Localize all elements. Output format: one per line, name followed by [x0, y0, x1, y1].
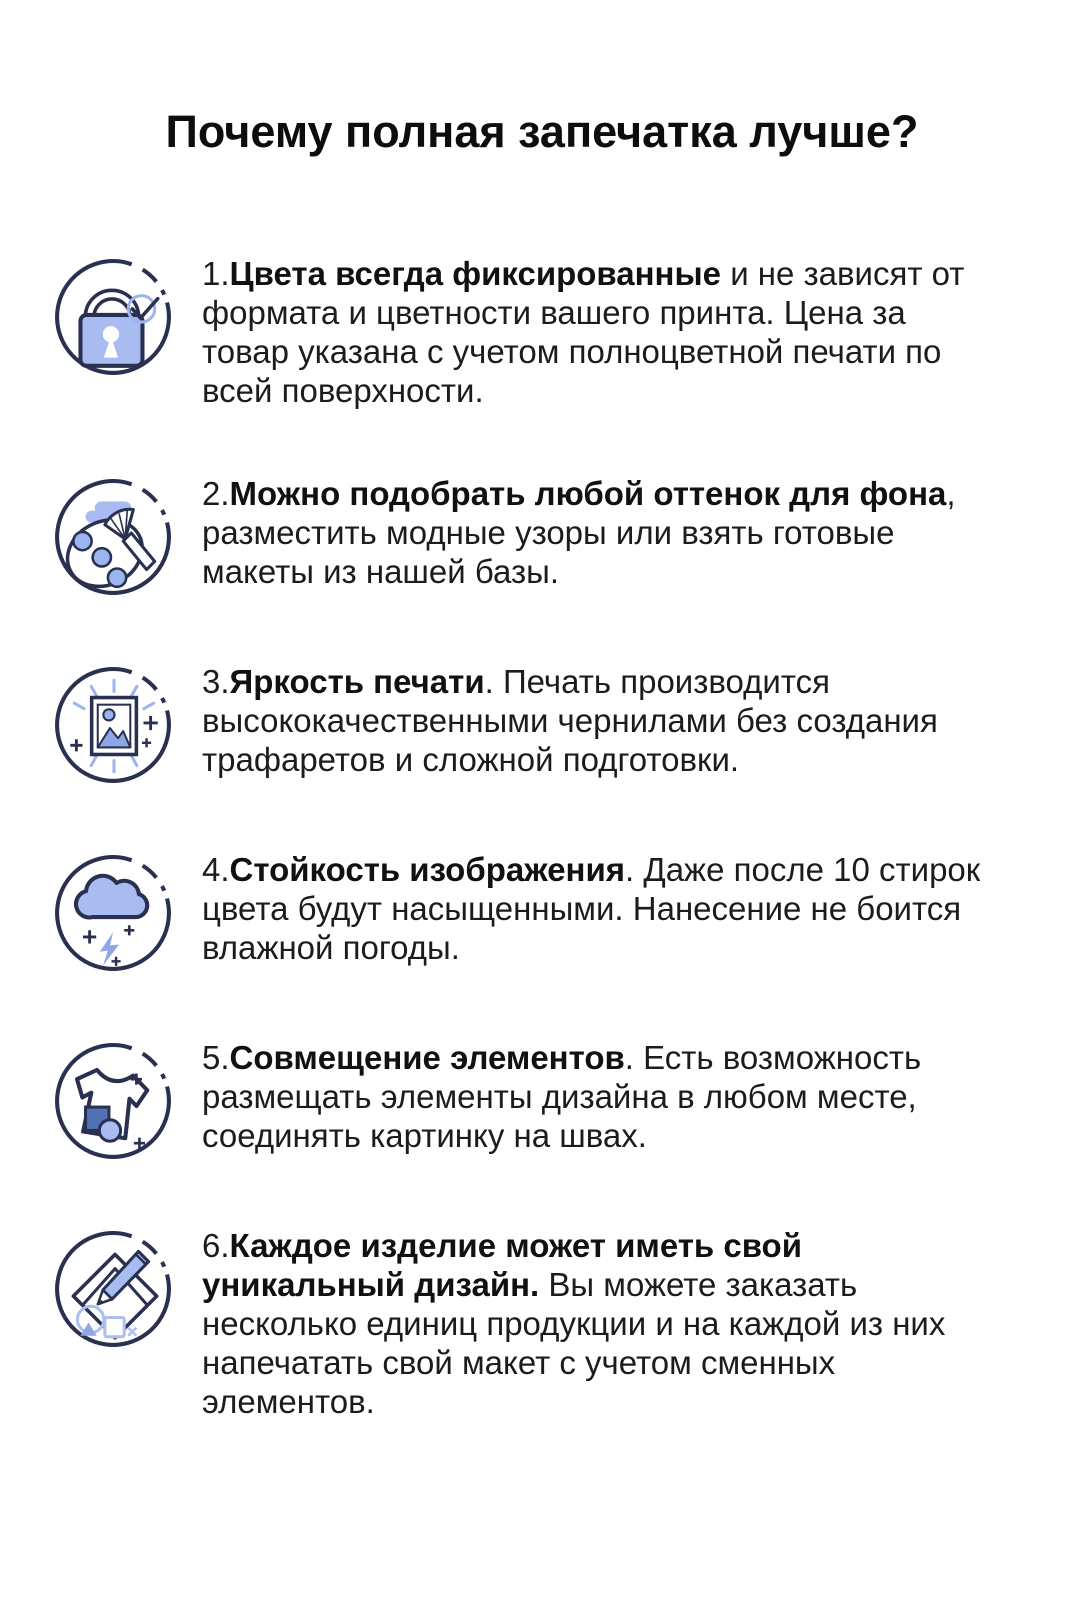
- benefit-description: . Есть возможность размещать элементы дизайна в любом месте, соединять картинку на швах.: [202, 1038, 922, 1154]
- benefit-item-1: [52, 254, 1032, 410]
- pencil-sketch-icon: [52, 1228, 174, 1350]
- palette-brush-icon-svg: [52, 476, 174, 598]
- tshirt-design-icon-svg: [52, 1040, 174, 1162]
- benefit-text: [202, 1226, 992, 1421]
- benefit-description: и не зависят от формата и цветности вашего принта. Цена за товар указана с учетом полноцветной печати по всей поверхности.: [202, 254, 965, 409]
- benefit-item-6: [52, 1226, 1032, 1421]
- benefit-text: [202, 662, 992, 779]
- benefit-item-5: [52, 1038, 1032, 1162]
- page-title: Почему полная запечатка лучше?: [165, 106, 919, 157]
- benefit-text: [202, 474, 992, 591]
- benefit-keyword: Стойкость изображения: [229, 850, 626, 888]
- benefit-text: [202, 254, 992, 410]
- weather-cloud-icon-svg: [52, 852, 174, 974]
- benefit-number: 4.: [202, 850, 230, 888]
- paint-dot: [93, 548, 111, 566]
- benefit-description: . Даже после 10 стирок цвета будут насыщенными. Нанесение не боится влажной погоды.: [202, 850, 981, 966]
- paint-dot: [73, 532, 91, 550]
- sketch-square: [105, 1317, 124, 1336]
- benefit-number: 6.: [202, 1226, 230, 1264]
- lock-check-icon: [52, 256, 174, 378]
- palette-brush-icon: [52, 476, 174, 598]
- benefit-keyword: Можно подобрать любой оттенок для фона: [229, 474, 947, 512]
- benefit-description: , разместить модные узоры или взять готовые макеты из нашей базы.: [202, 474, 956, 590]
- benefit-number: 2.: [202, 474, 230, 512]
- benefit-description: . Печать производится высококачественными чернилами без создания трафаретов и сложной подготовки.: [202, 662, 938, 778]
- benefit-number: 3.: [202, 662, 230, 700]
- benefit-keyword: Совмещение элементов: [229, 1038, 625, 1076]
- benefit-description: Вы можете заказать несколько единиц продукции и на каждой из них напечатать свой макет с учетом сменных элементов.: [202, 1265, 946, 1420]
- paint-dot: [108, 568, 126, 586]
- design-circle: [99, 1120, 120, 1141]
- benefit-item-2: [52, 474, 1032, 598]
- benefit-keyword: Яркость печати: [229, 662, 485, 700]
- benefit-text: [202, 850, 992, 967]
- photo-sun: [103, 709, 114, 720]
- bright-image-icon-svg: [52, 664, 174, 786]
- weather-cloud-icon: [52, 852, 174, 974]
- pencil-sketch-icon-svg: [52, 1228, 174, 1350]
- benefit-number: 5.: [202, 1038, 230, 1076]
- tshirt-design-icon: [52, 1040, 174, 1162]
- lock-check-icon-svg: [52, 256, 174, 378]
- benefit-text: [202, 1038, 992, 1155]
- benefit-item-4: [52, 850, 1032, 974]
- bright-image-icon: [52, 664, 174, 786]
- benefits-list: [52, 254, 1032, 1421]
- benefit-keyword: Каждое изделие может иметь свой уникальный дизайн.: [202, 1226, 803, 1303]
- benefit-keyword: Цвета всегда фиксированные: [229, 254, 722, 292]
- benefit-item-3: [52, 662, 1032, 786]
- benefit-number: 1.: [202, 254, 230, 292]
